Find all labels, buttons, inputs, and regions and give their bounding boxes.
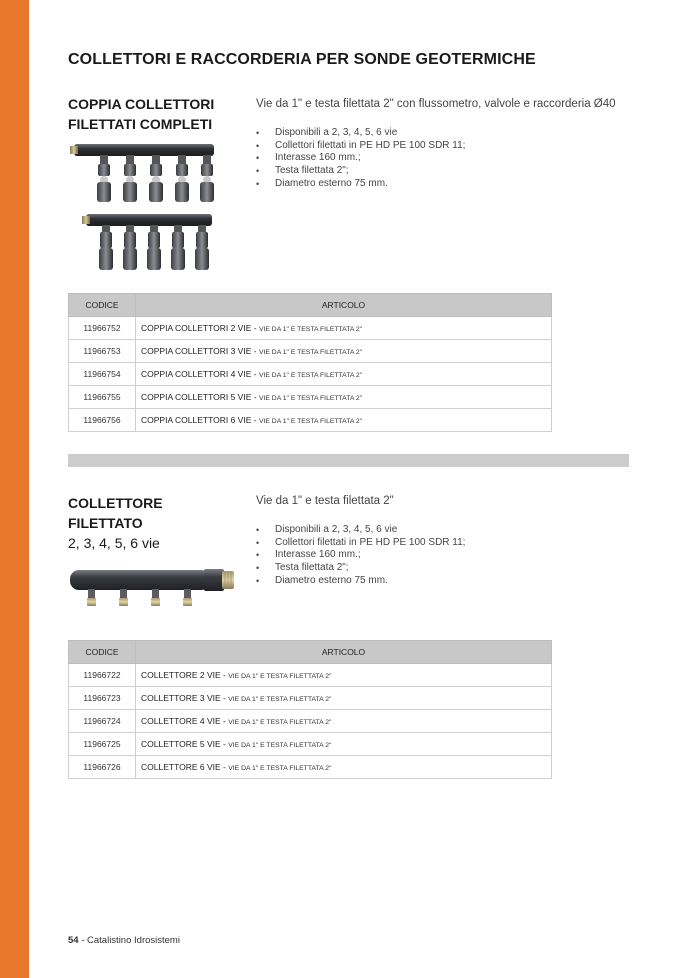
- manifold-pair-image: [70, 138, 220, 276]
- section1-bullet-list: [256, 127, 465, 191]
- product-detail: VIE DA 1" E TESTA FILETTATA 2": [258, 372, 363, 379]
- table-row: [69, 340, 552, 363]
- product-name: COPPIA COLLETTORI 6 VIE -: [141, 415, 259, 425]
- product-article: [136, 340, 552, 363]
- footer-text: - Catalistino Idrosistemi: [78, 935, 180, 946]
- product-detail: VIE DA 1" E TESTA FILETTATA 2": [258, 349, 363, 356]
- table-row: [69, 687, 552, 710]
- bullet-item: • Testa filettata 2";: [256, 562, 465, 575]
- column-header-articolo: ARTICOLO: [136, 294, 552, 317]
- product-article: [136, 363, 552, 386]
- bullet-item: • Interasse 160 mm.;: [256, 152, 465, 165]
- product-article: [136, 710, 552, 733]
- table-row: [69, 409, 552, 432]
- table-row: [69, 756, 552, 779]
- table-row: [69, 664, 552, 687]
- product-detail: VIE DA 1" E TESTA FILETTATA 2": [258, 418, 363, 425]
- product-code: 11966725: [69, 733, 136, 756]
- product-detail: VIE DA 1" E TESTA FILETTATA 2": [258, 395, 363, 402]
- product-detail: VIE DA 1" E TESTA FILETTATA 2": [228, 742, 332, 749]
- section2-title-line1: COLLETTORE: [68, 495, 163, 511]
- product-detail: VIE DA 1" E TESTA FILETTATA 2": [228, 765, 332, 772]
- product-code: 11966722: [69, 664, 136, 687]
- bullet-item: • Disponibili a 2, 3, 4, 5, 6 vie: [256, 127, 465, 140]
- column-header-codice: CODICE: [69, 641, 136, 664]
- product-code: 11966756: [69, 409, 136, 432]
- table-header-row: [69, 294, 552, 317]
- product-code: 11966724: [69, 710, 136, 733]
- column-header-articolo: ARTICOLO: [136, 641, 552, 664]
- section1-title-line2: FILETTATI COMPLETI: [68, 116, 213, 132]
- table-row: [69, 317, 552, 340]
- bullet-item: • Diametro esterno 75 mm.: [256, 575, 465, 588]
- product-code: 11966726: [69, 756, 136, 779]
- product-article: [136, 409, 552, 432]
- product-name: COLLETTORE 3 VIE -: [141, 693, 229, 703]
- product-detail: VIE DA 1" E TESTA FILETTATA 2": [228, 696, 332, 703]
- bullet-item: • Interasse 160 mm.;: [256, 549, 465, 562]
- bullet-item: • Collettori filettati in PE HD PE 100 SDR 11;: [256, 140, 465, 153]
- section1-title: [68, 94, 238, 134]
- product-article: [136, 756, 552, 779]
- section1-description: Vie da 1" e testa filettata 2" con flussometro, valvole e raccorderia Ø40: [256, 98, 616, 110]
- table-row: [69, 363, 552, 386]
- product-code: 11966753: [69, 340, 136, 363]
- product-article: [136, 386, 552, 409]
- product-article: [136, 317, 552, 340]
- product-detail: VIE DA 1" E TESTA FILETTATA 2": [258, 326, 363, 333]
- product-detail: VIE DA 1" E TESTA FILETTATA 2": [228, 719, 332, 726]
- section2-title: [68, 493, 238, 553]
- column-header-codice: CODICE: [69, 294, 136, 317]
- section-divider: [68, 454, 629, 467]
- product-code: 11966752: [69, 317, 136, 340]
- product-name: COPPIA COLLETTORI 2 VIE -: [141, 323, 259, 333]
- product-name: COLLETTORE 4 VIE -: [141, 716, 229, 726]
- product-detail: VIE DA 1" E TESTA FILETTATA 2": [228, 673, 332, 680]
- section2-product-table: [68, 640, 552, 779]
- bullet-item: • Testa filettata 2";: [256, 165, 465, 178]
- product-name: COLLETTORE 5 VIE -: [141, 739, 229, 749]
- section1-title-line1: COPPIA COLLETTORI: [68, 96, 215, 112]
- bullet-item: • Disponibili a 2, 3, 4, 5, 6 vie: [256, 524, 465, 537]
- product-name: COLLETTORE 6 VIE -: [141, 762, 229, 772]
- section2-title-line2: FILETTATO: [68, 515, 143, 531]
- product-name: COPPIA COLLETTORI 3 VIE -: [141, 346, 259, 356]
- section2-description: Vie da 1" e testa filettata 2": [256, 495, 394, 507]
- section2-subtitle: 2, 3, 4, 5, 6 vie: [68, 535, 160, 551]
- table-row: [69, 733, 552, 756]
- table-row: [69, 710, 552, 733]
- product-code: 11966755: [69, 386, 136, 409]
- section2-bullet-list: [256, 524, 465, 588]
- orange-side-bar: [0, 0, 29, 978]
- table-header-row: [69, 641, 552, 664]
- product-name: COPPIA COLLETTORI 4 VIE -: [141, 369, 259, 379]
- section1-product-table: [68, 293, 552, 432]
- page-title: COLLETTORI E RACCORDERIA PER SONDE GEOTERMICHE: [68, 51, 536, 68]
- bullet-item: • Collettori filettati in PE HD PE 100 SDR 11;: [256, 537, 465, 550]
- page-number: 54: [68, 935, 79, 946]
- product-code: 11966723: [69, 687, 136, 710]
- table-row: [69, 386, 552, 409]
- manifold-single-image: [68, 565, 238, 610]
- product-article: [136, 664, 552, 687]
- product-code: 11966754: [69, 363, 136, 386]
- page-footer: [68, 935, 180, 946]
- product-article: [136, 687, 552, 710]
- product-article: [136, 733, 552, 756]
- product-name: COLLETTORE 2 VIE -: [141, 670, 229, 680]
- product-name: COPPIA COLLETTORI 5 VIE -: [141, 392, 259, 402]
- bullet-item: • Diametro esterno 75 mm.: [256, 178, 465, 191]
